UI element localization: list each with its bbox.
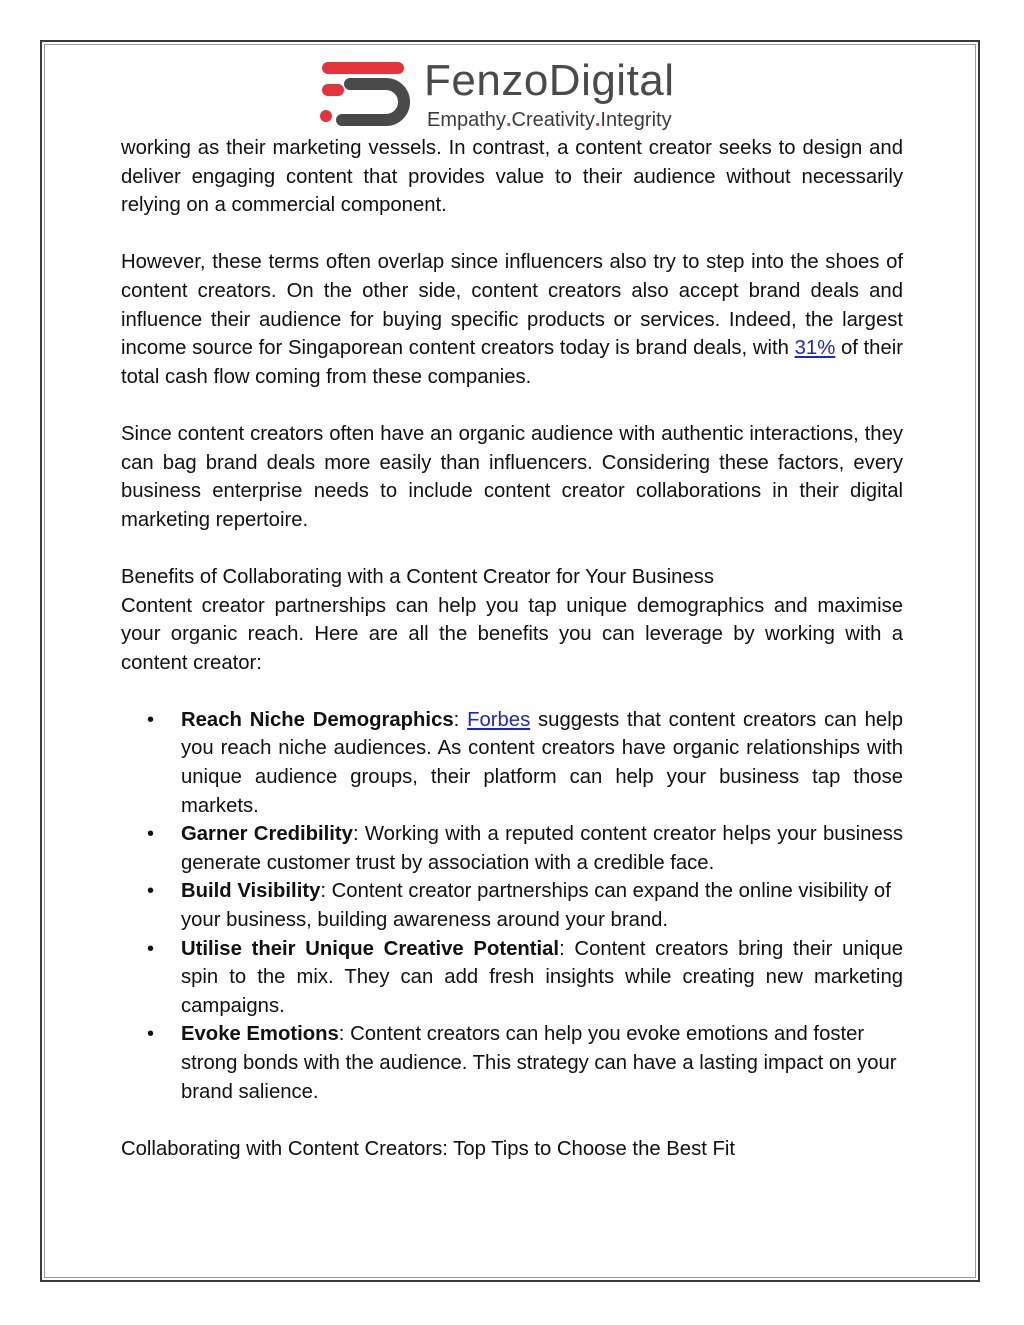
list-item: • Garner Credibility: Working with a reputed content creator helps your business generate customer trust by association with a credible face. — [181, 820, 903, 877]
fenzodigital-logo-icon — [320, 60, 410, 132]
logo-tagline: Empathy.Creativity.Integrity — [427, 109, 672, 131]
paragraph-4: Content creator partnerships can help you tap unique demographics and maximise your organic reach. Here are all the benefits you can leverage by working with a content creator: — [121, 594, 903, 674]
list-item: • Reach Niche Demographics: Forbes suggests that content creators can help you reach niche audiences. As content creators have organic relationships with unique audience groups, their platform can help your business tap those markets. — [181, 706, 903, 820]
list-item: • Evoke Emotions: Content creators can help you evoke emotions and foster strong bonds with the audience. This strategy can have a lasting impact on your brand salience. — [181, 1020, 903, 1106]
benefits-list — [121, 706, 903, 1106]
section-heading-tips: Collaborating with Content Creators: Top Tips to Choose the Best Fit — [121, 1137, 736, 1160]
link-forbes[interactable]: Forbes — [467, 708, 531, 731]
document-body — [121, 134, 903, 1163]
fenzodigital-logo — [320, 56, 710, 136]
list-item: • Build Visibility: Content creator partnerships can expand the online visibility of your business, building awareness around your brand. — [181, 877, 903, 934]
link-31-percent[interactable]: 31% — [794, 337, 836, 360]
list-item: • Utilise their Unique Creative Potential: Content creators bring their unique spin to the mix. They can add fresh insights while creating new marketing campaigns. — [181, 935, 903, 1021]
paragraph-2: However, these terms often overlap since influencers also try to step into the shoes of content creators. On the other side, content creators also accept brand deals and influence their audience for buying specific products or services. Indeed, the largest income source for Singaporean content creators today is brand deals, with 31% of their total cash flow coming from these companies. — [121, 251, 903, 388]
paragraph-1: working as their marketing vessels. In contrast, a content creator seeks to design and deliver engaging content that provides value to their audience without necessarily relying on a commercial component. — [121, 137, 903, 217]
paragraph-3: Since content creators often have an organic audience with authentic interactions, they can bag brand deals more easily than influencers. Considering these factors, every business enterprise needs to include content creator collaborations in their digital marketing repertoire. — [121, 422, 903, 531]
section-heading-benefits: Benefits of Collaborating with a Content Creator for Your Business — [121, 565, 714, 588]
logo-wordmark: FenzoDigital — [424, 56, 675, 105]
